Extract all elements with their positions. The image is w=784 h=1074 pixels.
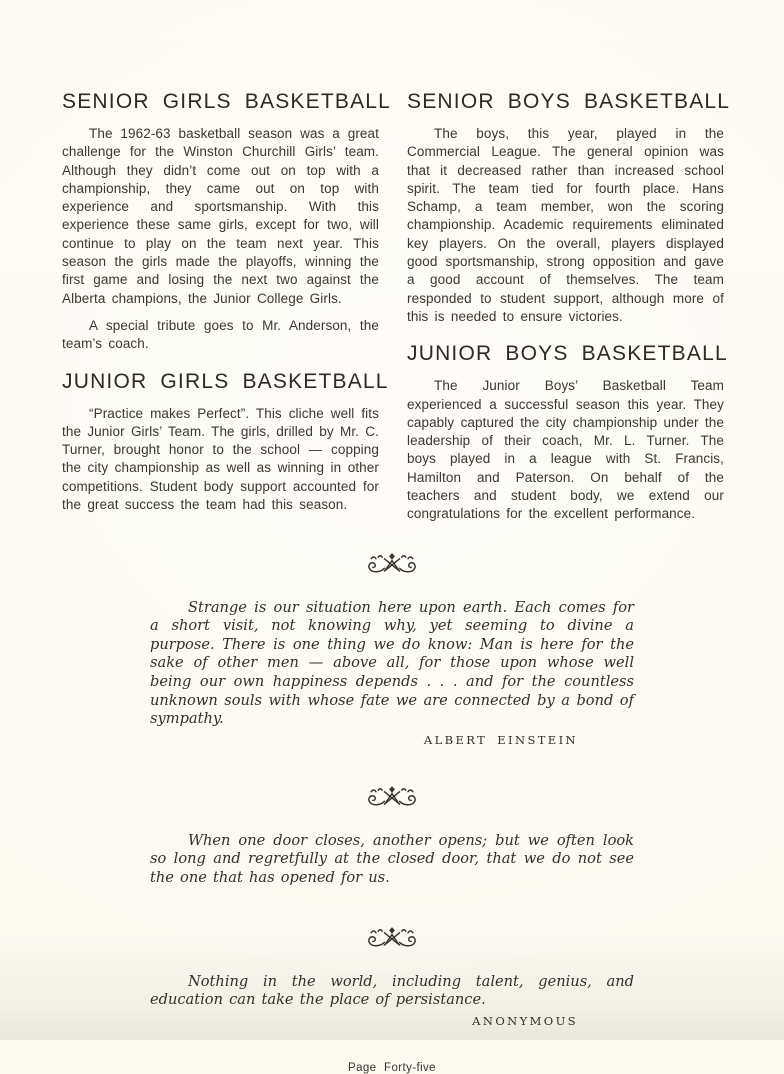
fleuron-ornament-icon [356, 924, 428, 951]
ornament-row [0, 783, 784, 810]
section-paragraph: A special tribute goes to Mr. Anderson, the team’s coach. [62, 317, 379, 352]
page-number: Page Forty-five [348, 1061, 436, 1074]
quote-text: Nothing in the world, including talent, genius, and education can take the place of persistance. [150, 972, 634, 1009]
section-junior-girls-basketball [62, 369, 389, 515]
quote-block-door [150, 832, 634, 888]
section-paragraph: The 1962-63 basketball season was a great challenge for the Winston Churchill Girls’ team. Although they didn’t come out on top with a championship, they came out on top with experience and sportsmanship. With this experience these same girls, except for two, will continue to play on the team next year. This season the girls made the playoffs, winning the first game and losing the next two against the Alberta champions, the Junior College Girls. [62, 126, 379, 306]
quote-text: Strange is our situation here upon earth. Each comes for a short visit, not knowing why, yet seeming to divine a purpose. There is one thing we do know: Man is here for the sake of other men — above all, for those upon whose well being our own happiness depends . . . and for the countless unknown souls with whose fate we are connected by a bond of sympathy. [150, 598, 634, 728]
fleuron-ornament-icon [356, 783, 428, 810]
section-junior-boys-basketball [407, 342, 728, 523]
section-paragraph: The Junior Boys’ Basketball Team experienced a successful season this year. They capably captured the city championship under the leadership of their coach, Mr. L. Turner. The boys played in a league with St. Francis, Hamilton and Paterson. On behalf of the teachers and student body, we extend our congratulations for the excellent performance. [407, 378, 724, 522]
ornament-row [0, 924, 784, 951]
article-columns [0, 0, 784, 524]
section-title: JUNIOR BOYS BASKETBALL [407, 342, 728, 366]
fleuron-ornament-icon [356, 550, 428, 577]
section-title: SENIOR GIRLS BASKETBALL [62, 90, 392, 113]
column-right [407, 90, 731, 524]
section-senior-boys-basketball [407, 90, 731, 326]
quote-text: When one door closes, another opens; but we often look so long and regretfully at the closed door, that we do not see the one that has opened for us. [150, 831, 634, 886]
section-title: SENIOR BOYS BASKETBALL [407, 90, 731, 113]
quote-block-persistence [150, 973, 634, 1028]
section-paragraph: The boys, this year, played in the Commercial League. The general opinion was that it decreased rather than increased school spirit. The team tied for fourth place. Hans Schamp, a team member, won the scoring championship. Academic requirements eliminated key players. On the overall, players displayed good sportsmanship, strong opposition and gave a good account of themselves. The team responded to student support, although more of this is needed to ensure victories. [407, 126, 724, 324]
section-senior-girls-basketball [62, 90, 392, 354]
quote-block-einstein [150, 599, 634, 747]
quote-attribution: ALBERT EINSTEIN [423, 732, 578, 747]
ornament-row [0, 550, 784, 577]
column-left [62, 90, 392, 524]
section-title: JUNIOR GIRLS BASKETBALL [62, 369, 389, 393]
section-paragraph: “Practice makes Perfect”. This cliche well fits the Junior Girls’ Team. The girls, drilled by Mr. C. Turner, brought honor to the school — copping the city championship as well as winning in other competitions. Student body support accounted for the great success the team had this season. [62, 405, 379, 513]
quote-attribution: ANONYMOUS [472, 1013, 578, 1028]
